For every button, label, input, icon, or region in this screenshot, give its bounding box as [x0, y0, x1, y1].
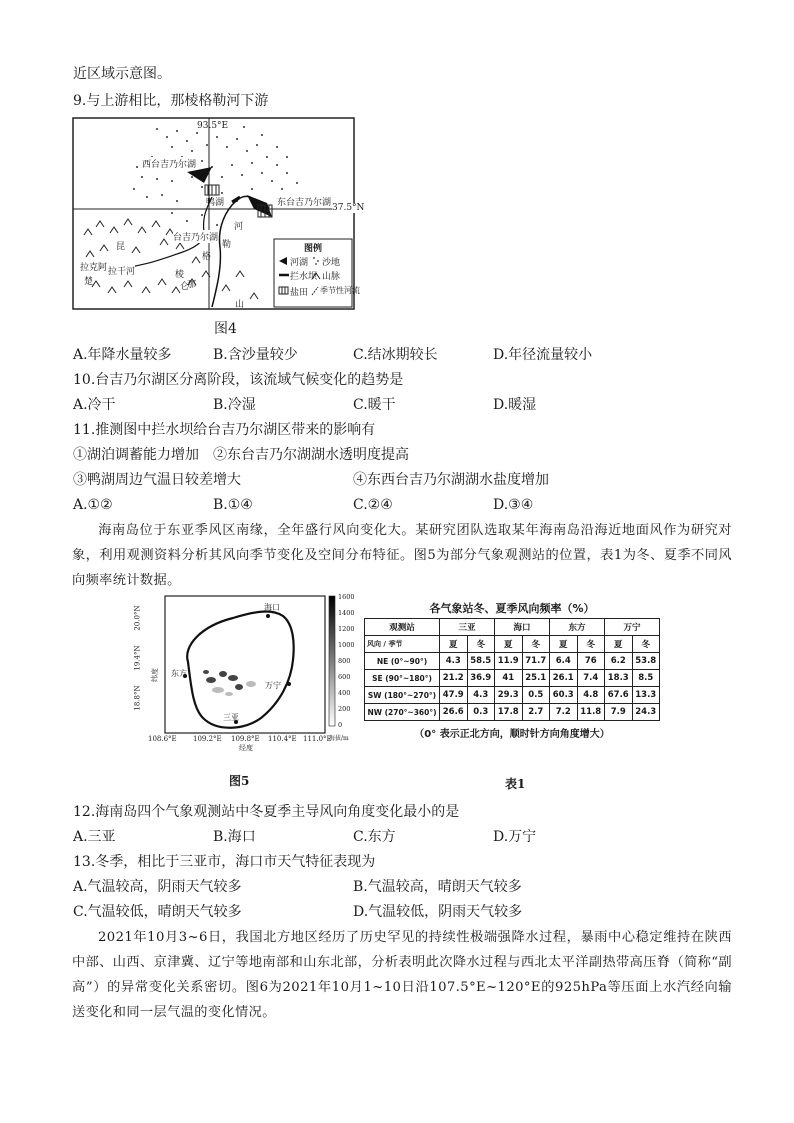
wind-dir: SW (180°~270°)	[365, 687, 440, 704]
season-cell: 冬	[632, 636, 660, 653]
table-cell: 67.6	[605, 687, 633, 704]
figure-4-map	[72, 117, 365, 310]
wind-dir: SE (90°~180°)	[365, 670, 440, 687]
table-1-title: 各气象站冬、夏季风向频率（%）	[429, 602, 595, 615]
taiji-lake-label: 台吉乃尔湖	[173, 230, 218, 243]
table-cell: 7.2	[550, 704, 578, 721]
q10-option-d[interactable]: D.暖湿	[493, 397, 537, 413]
q11-item-4: ④东西台吉乃尔湖湖水盐度增加	[353, 472, 549, 488]
cbar-1400: 1400	[338, 609, 355, 617]
q9-option-d[interactable]: D.年径流量较小	[493, 347, 593, 363]
question-10-stem: 10.台吉乃尔湖区分离阶段，该流域气候变化的趋势是	[73, 372, 404, 388]
kunlun-char-1: 昆	[116, 242, 126, 252]
season-cell: 冬	[522, 636, 550, 653]
table-station-dongfang: 东方	[550, 619, 605, 636]
table-cell: 18.3	[605, 670, 633, 687]
cbar-400: 400	[338, 689, 351, 697]
table-station-wanning: 万宁	[605, 619, 660, 636]
cbar-1000: 1000	[338, 641, 355, 649]
legend-item-mountain: 山脉	[322, 272, 341, 282]
legend-item-sand: 沙地	[322, 258, 341, 268]
table-station-haikou: 海口	[495, 619, 550, 636]
season-cell: 夏	[550, 636, 578, 653]
east-lake-label: 东台吉乃尔湖	[277, 195, 331, 208]
cbar-1200: 1200	[338, 625, 355, 633]
station-sanya: 三亚	[223, 713, 239, 722]
table-cell: 7.4	[577, 670, 605, 687]
passage-hainan-text: 海南岛位于东亚季风区南缘，全年盛行风向变化大。某研究团队选取某年海南岛沿海近地面风作为研究对象，利用观测资料分析其风向季节变化及空间分布特征。图5为部分气象观测站的位置，表1为冬、夏季不同风向频率统计数据。	[72, 523, 732, 588]
colorbar	[329, 596, 335, 726]
kunlun-char-2: 仑	[180, 282, 190, 292]
figure-5-map	[133, 590, 358, 752]
west-lake-label: 西台吉乃尔湖	[142, 157, 196, 170]
q11-option-b[interactable]: B.①④	[213, 497, 253, 513]
table-cell: 21.2	[440, 670, 468, 687]
passage-rain-text: 2021年10月3~6日，我国北方地区经历了历史罕见的持续性极端强降水过程，暴雨中心稳定维持在陕西中部、山西、京津冀、辽宁等地南部和山东北部，分析表明此次降水过程与西北太平洋副热带高压脊（简称“副高”）的异常变化关系密切。图6为2021年10月1~10日沿107.5°E~120°E的925hPa等压面上水汽经向输送变化和同一层气温的变化情况。	[72, 930, 732, 1020]
table-1-block	[364, 600, 660, 740]
table-cell: 26.6	[440, 704, 468, 721]
chu-label: 楚	[84, 277, 94, 287]
table-header-diag: 风向 / 季节	[365, 636, 440, 653]
table-header-wind: 风向	[367, 640, 381, 648]
table-cell: 13.3	[632, 687, 660, 704]
table-cell: 11.9	[495, 653, 523, 670]
table-cell: 6.2	[605, 653, 633, 670]
y-tick-3: 18.8°N	[133, 685, 142, 711]
y-tick-2: 19.4°N	[133, 645, 142, 671]
table-cell: 0.3	[467, 704, 495, 721]
x-tick-1: 108.6°E	[148, 735, 177, 743]
table-cell: 0.5	[522, 687, 550, 704]
wind-dir: NW (270°~360°)	[365, 704, 440, 721]
q9-option-a[interactable]: A.年降水量较多	[73, 347, 172, 363]
intro-tail: 近区域示意图。	[73, 66, 171, 82]
cbar-1600: 1600	[338, 593, 355, 601]
season-cell: 冬	[467, 636, 495, 653]
cbar-600: 600	[338, 673, 351, 681]
river-char-1: 河	[234, 222, 244, 232]
table-cell: 26.1	[550, 670, 578, 687]
q13-option-b[interactable]: B.气温较高，晴朗天气较多	[353, 879, 522, 895]
table-cell: 53.8	[632, 653, 660, 670]
table-cell: 17.8	[495, 704, 523, 721]
question-12-stem: 12.海南岛四个气象观测站中冬夏季主导风向角度变化最小的是	[73, 804, 460, 820]
table-cell: 76	[577, 653, 605, 670]
table-1	[364, 618, 660, 721]
season-cell: 夏	[495, 636, 523, 653]
x-tick-4: 110.4°E	[268, 735, 297, 743]
station-wanning: 万宁	[265, 681, 281, 690]
legend-item-dam: 拦水坝	[290, 272, 318, 282]
q12-option-d[interactable]: D.万宁	[493, 829, 537, 845]
y-tick-1: 20.0°N	[133, 605, 142, 631]
table-cell: 4.3	[467, 687, 495, 704]
q11-item-2: ②东台吉乃尔湖湖水透明度提高	[213, 447, 409, 463]
table-cell: 2.7	[522, 704, 550, 721]
legend-item-salt: 盐田	[290, 288, 309, 298]
q11-option-a[interactable]: A.①②	[73, 497, 113, 513]
table-row	[365, 687, 660, 704]
season-cell: 冬	[577, 636, 605, 653]
wind-dir: NE (0°~90°)	[365, 653, 440, 670]
q12-option-a[interactable]: A.三亚	[73, 829, 116, 845]
station-dongfang: 东方	[171, 669, 187, 678]
x-tick-3: 109.8°E	[231, 735, 260, 743]
kunlun-char-3: 山	[235, 300, 245, 310]
season-cell: 夏	[440, 636, 468, 653]
q11-item-1: ①湖泊调蓄能力增加	[73, 447, 199, 463]
q13-option-d[interactable]: D.气温较低，阴雨天气较多	[353, 904, 523, 920]
table-cell: 36.9	[467, 670, 495, 687]
table-header-station: 观测站	[365, 619, 440, 636]
q9-option-c[interactable]: C.结冰期较长	[353, 347, 438, 363]
table-cell: 71.7	[522, 653, 550, 670]
passage-hainan	[72, 518, 732, 593]
legend-title: 图例	[304, 244, 323, 254]
table-cell: 58.5	[467, 653, 495, 670]
table-cell: 7.9	[605, 704, 633, 721]
x-axis-label: 经度	[239, 744, 253, 752]
cbar-800: 800	[338, 657, 351, 665]
river-char-4: 棱	[175, 270, 185, 280]
table-cell: 60.3	[550, 687, 578, 704]
station-haikou: 海口	[264, 603, 280, 612]
table-row	[365, 704, 660, 721]
passage-rain	[72, 925, 732, 1025]
season-cell: 夏	[605, 636, 633, 653]
q11-item-3: ③鸭湖周边气温日较差增大	[73, 472, 241, 488]
table-1-caption: 表1	[505, 777, 526, 791]
table-row	[365, 653, 660, 670]
yahu-label: 鸭湖	[206, 198, 225, 208]
zhuhe-label: 拉干河	[108, 264, 135, 277]
question-11-stem: 11.推测图中拦水坝给台吉乃尔湖区带来的影响有	[73, 422, 376, 438]
lat-label: 37.5°N	[332, 203, 365, 213]
river-char-3: 格	[202, 252, 212, 262]
q12-option-c[interactable]: C.东方	[353, 829, 396, 845]
q13-option-a[interactable]: A.气温较高，阴雨天气较多	[73, 879, 242, 895]
table-row	[365, 670, 660, 687]
q10-option-a[interactable]: A.冷干	[73, 397, 116, 413]
figure-5-caption: 图5	[229, 774, 250, 788]
x-tick-5: 111.0°E	[303, 735, 332, 743]
question-9-stem: 9.与上游相比，那棱格勒河下游	[73, 93, 269, 109]
table-cell: 4.8	[577, 687, 605, 704]
q11-option-c[interactable]: C.②④	[353, 497, 393, 513]
table-1-note: （0° 表示正北方向，顺时针方向角度增大）	[414, 729, 610, 740]
table-cell: 47.9	[440, 687, 468, 704]
q10-option-b[interactable]: B.冷湿	[213, 397, 256, 413]
legend-item-seasonal-river: 季节性河流	[320, 286, 360, 295]
table-cell: 8.5	[632, 670, 660, 687]
table-station-sanya: 三亚	[440, 619, 495, 636]
river-char-2: 勒	[222, 240, 232, 250]
table-cell: 4.3	[440, 653, 468, 670]
question-13-stem: 13.冬季，相比于三亚市，海口市天气特征表现为	[73, 854, 376, 870]
table-header-season: 季节	[388, 640, 403, 648]
legend-item-lake: 河湖	[290, 258, 309, 268]
q10-option-c[interactable]: C.暖干	[353, 397, 396, 413]
q12-option-b[interactable]: B.海口	[213, 829, 256, 845]
x-tick-2: 109.2°E	[193, 735, 222, 743]
y-axis-label: 纬度	[151, 668, 159, 682]
cbar-unit: 海拔/m	[329, 735, 349, 742]
figure-4-caption: 图4	[214, 321, 237, 337]
table-cell: 6.4	[550, 653, 578, 670]
table-cell: 41	[495, 670, 523, 687]
table-cell: 24.3	[632, 704, 660, 721]
table-cell: 11.8	[577, 704, 605, 721]
lon-label: 93.5°E	[197, 121, 229, 131]
river-char-5: 那	[187, 280, 197, 290]
lakeke-label: 拉克阿	[80, 260, 107, 273]
q9-option-b[interactable]: B.含沙量较少	[213, 347, 298, 363]
q13-option-c[interactable]: C.气温较低，晴朗天气较多	[73, 904, 242, 920]
table-cell: 25.1	[522, 670, 550, 687]
cbar-200: 200	[338, 705, 351, 713]
cbar-0: 0	[338, 721, 343, 729]
table-cell: 29.3	[495, 687, 523, 704]
q11-option-d[interactable]: D.③④	[493, 497, 534, 513]
